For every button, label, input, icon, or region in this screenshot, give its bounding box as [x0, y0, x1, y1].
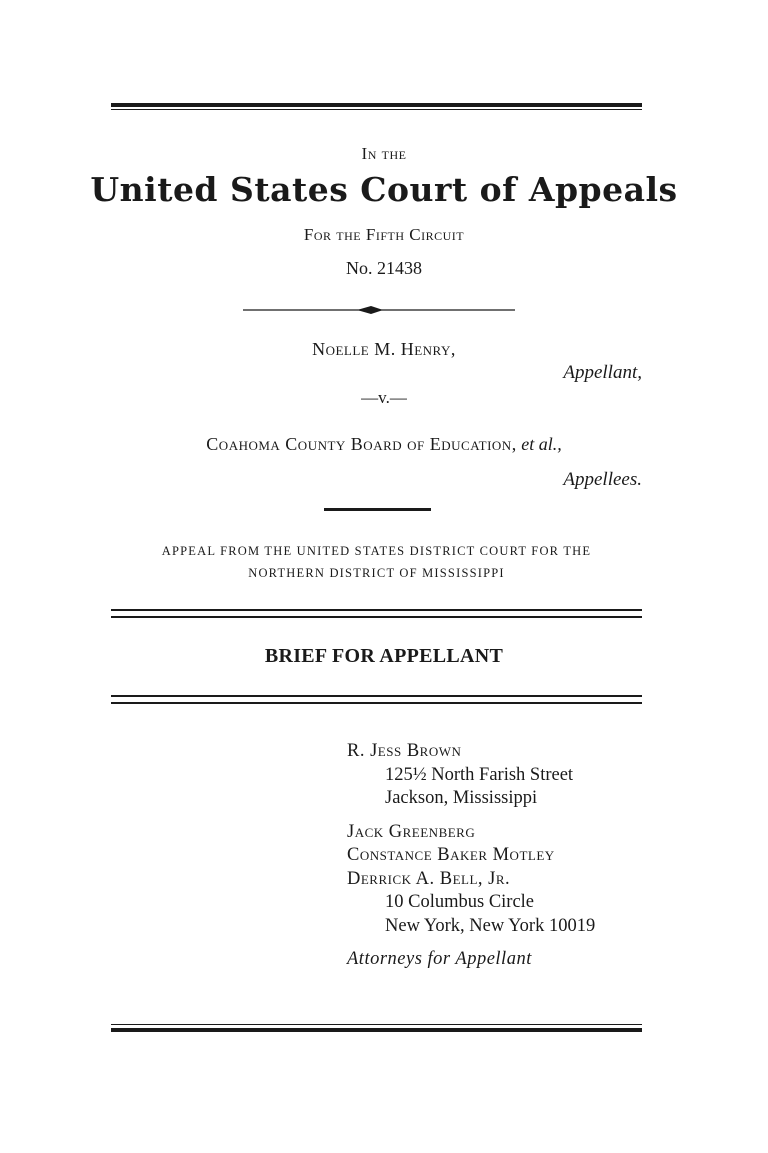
- double-rule-lower-a: [111, 695, 642, 697]
- double-rule-lower-b: [111, 702, 642, 704]
- counsel-address-line: Jackson, Mississippi: [385, 788, 538, 808]
- appellees-name-line: [0, 434, 768, 455]
- appellees-name: Coahoma County Board of Education,: [206, 434, 517, 454]
- double-rule-upper-b: [111, 616, 642, 618]
- appellees-role: Appellees.: [563, 469, 642, 490]
- circuit-heading: For the Fifth Circuit: [303, 225, 465, 244]
- brief-title: BRIEF FOR APPELLANT: [264, 645, 504, 667]
- counsel-name: R. Jess Brown: [347, 741, 462, 761]
- counsel-name: Constance Baker Motley: [347, 845, 555, 865]
- counsel-address-line: 10 Columbus Circle: [385, 892, 535, 912]
- double-rule-upper-a: [111, 609, 642, 611]
- top-thick-rule: [111, 103, 642, 107]
- docket-number: No. 21438: [346, 258, 422, 278]
- counsel-role: Attorneys for Appellant: [347, 949, 532, 969]
- bottom-thin-rule: [111, 1024, 642, 1025]
- bottom-thick-rule: [111, 1028, 642, 1032]
- appellees-etal: et al.,: [521, 434, 562, 454]
- counsel-address-line: 125½ North Farish Street: [385, 764, 574, 785]
- appeal-from-block: [111, 540, 642, 584]
- appellant-name: Noelle M. Henry,: [312, 339, 456, 359]
- appeal-line-1: APPEAL FROM THE UNITED STATES DISTRICT COURT FOR THE: [161, 544, 592, 558]
- in-the-heading: In the: [361, 144, 407, 163]
- counsel-name: Jack Greenberg: [347, 821, 476, 842]
- court-name: United States Court of Appeals: [90, 170, 678, 209]
- diamond-ornament-rule: [243, 304, 515, 316]
- counsel-name: Derrick A. Bell, Jr.: [347, 868, 511, 889]
- counsel-block: [347, 740, 595, 972]
- short-divider-rule: [324, 508, 431, 511]
- appellant-role: Appellant,: [563, 362, 642, 383]
- top-thin-rule: [111, 109, 642, 110]
- versus-separator: —v.—: [361, 388, 407, 407]
- appeal-line-2: NORTHERN DISTRICT OF MISSISSIPPI: [248, 566, 505, 580]
- counsel-address-line: New York, New York 10019: [385, 915, 596, 936]
